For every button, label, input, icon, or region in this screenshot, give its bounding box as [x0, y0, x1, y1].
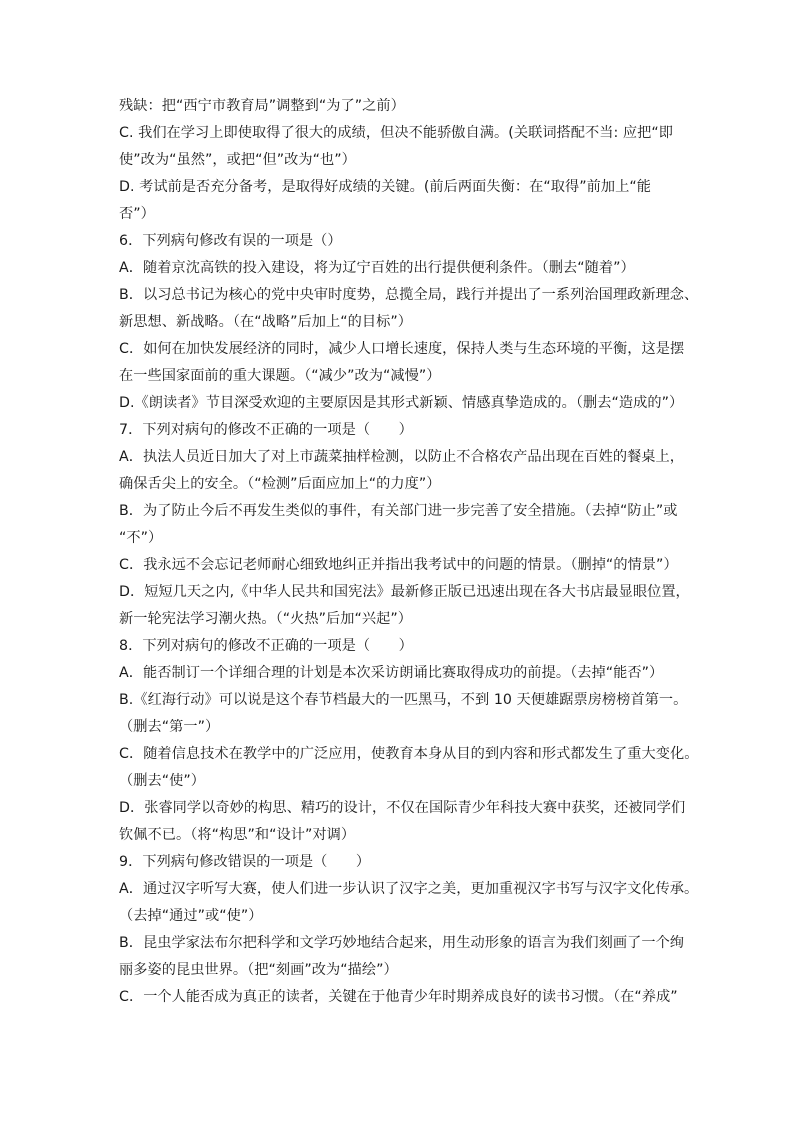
- text-line: 在一些国家面前的重大课题。（“减少”改为“减慢”）: [119, 368, 441, 384]
- text-line: 确保舌尖上的安全。（“检测”后面应加上“的力度”）: [119, 476, 441, 492]
- text-line: A．执法人员近日加大了对上市蔬菜抽样检测，以防止不合格农产品出现在百姓的餐桌上，: [119, 449, 685, 465]
- text-line: （去掉“通过”或“使”）: [119, 908, 263, 924]
- text-line: 新一轮宪法学习潮火热。（“火热”后加“兴起”）: [119, 611, 413, 627]
- text-line: 新思想、新战略。（在“战略”后加上“的目标”）: [119, 314, 413, 330]
- text-line: A．通过汉字听写大赛，使人们进一步认识了汉字之美，更加重视汉字书写与汉字文化传承。: [119, 881, 699, 897]
- text-line: 使”改为“虽然”，或把“但”改为“也”）: [119, 152, 356, 168]
- text-line: “不”）: [119, 530, 163, 546]
- question-9-title: 9．下列病句修改错误的一项是（ ）: [119, 854, 371, 870]
- text-line: B．为了防止今后不再发生类似的事件，有关部门进一步完善了安全措施。（去掉“防止”或: [119, 503, 678, 519]
- text-line: B．昆虫学家法布尔把科学和文学巧妙地结合起来，用生动形象的语言为我们刻画了一个绚: [119, 935, 685, 951]
- text-line: 丽多姿的昆虫世界。（把“刻画”改为“描绘”）: [119, 962, 398, 978]
- text-line: D. 考试前是否充分备考，是取得好成绩的关键。(前后两面失衡：在“取得”前加上“能: [119, 179, 651, 195]
- question-8-title: 8．下列对病句的修改不正确的一项是（ ）: [119, 638, 413, 654]
- text-line: D．张睿同学以奇妙的构思、精巧的设计，不仅在国际青少年科技大赛中获奖，还被同学们: [119, 800, 686, 816]
- text-line: C．一个人能否成为真正的读者，关键在于他青少年时期养成良好的读书习惯。（在“养成”: [119, 989, 678, 1005]
- text-line: （删去“使”）: [119, 773, 205, 789]
- text-line: A．随着京沈高铁的投入建设，将为辽宁百姓的出行提供便利条件。（删去“随着”）: [119, 260, 635, 276]
- text-line: C．如何在加快发展经济的同时，减少人口增长速度，保持人类与生态环境的平衡，这是摆: [119, 341, 685, 357]
- text-line: 残缺：把“西宁市教育局”调整到“为了”之前）: [119, 98, 405, 114]
- text-line: C．随着信息技术在教学中的广泛应用，使教育本身从目的到内容和形式都发生了重大变化。: [119, 746, 699, 762]
- text-line: D．短短几天之内,《中华人民共和国宪法》最新修正版已迅速出现在各大书店最显眼位置，: [119, 584, 690, 600]
- text-line: 否”）: [119, 206, 155, 222]
- document-body: [119, 93, 699, 1011]
- question-6-title: 6．下列病句修改有误的一项是（）: [119, 233, 342, 249]
- text-line: A．能否制订一个详细合理的计划是本次采访朗诵比赛取得成功的前提。（去掉“能否”）: [119, 665, 664, 681]
- question-7-title: 7．下列对病句的修改不正确的一项是（ ）: [119, 422, 413, 438]
- text-line: 钦佩不已。（将“构思”和“设计”对调）: [119, 827, 356, 843]
- text-line: B.《红海行动》可以说是这个春节档最大的一匹黑马，不到 10 天便雄踞票房榜榜首第一。: [119, 692, 688, 708]
- text-line: D.《朗读者》节目深受欢迎的主要原因是其形式新颖、情感真挚造成的。（删去“造成的”）: [119, 395, 684, 411]
- text-line: B．以习总书记为核心的党中央审时度势，总揽全局，践行并提出了一系列治国理政新理念、: [119, 287, 699, 303]
- text-line: C. 我们在学习上即使取得了很大的成绩，但决不能骄傲自满。(关联词搭配不当: 应把“即: [119, 125, 674, 141]
- text-line: C．我永远不会忘记老师耐心细致地纠正并指出我考试中的问题的情景。（删掉“的情景”）: [119, 557, 678, 573]
- text-line: （删去“第一”）: [119, 719, 220, 735]
